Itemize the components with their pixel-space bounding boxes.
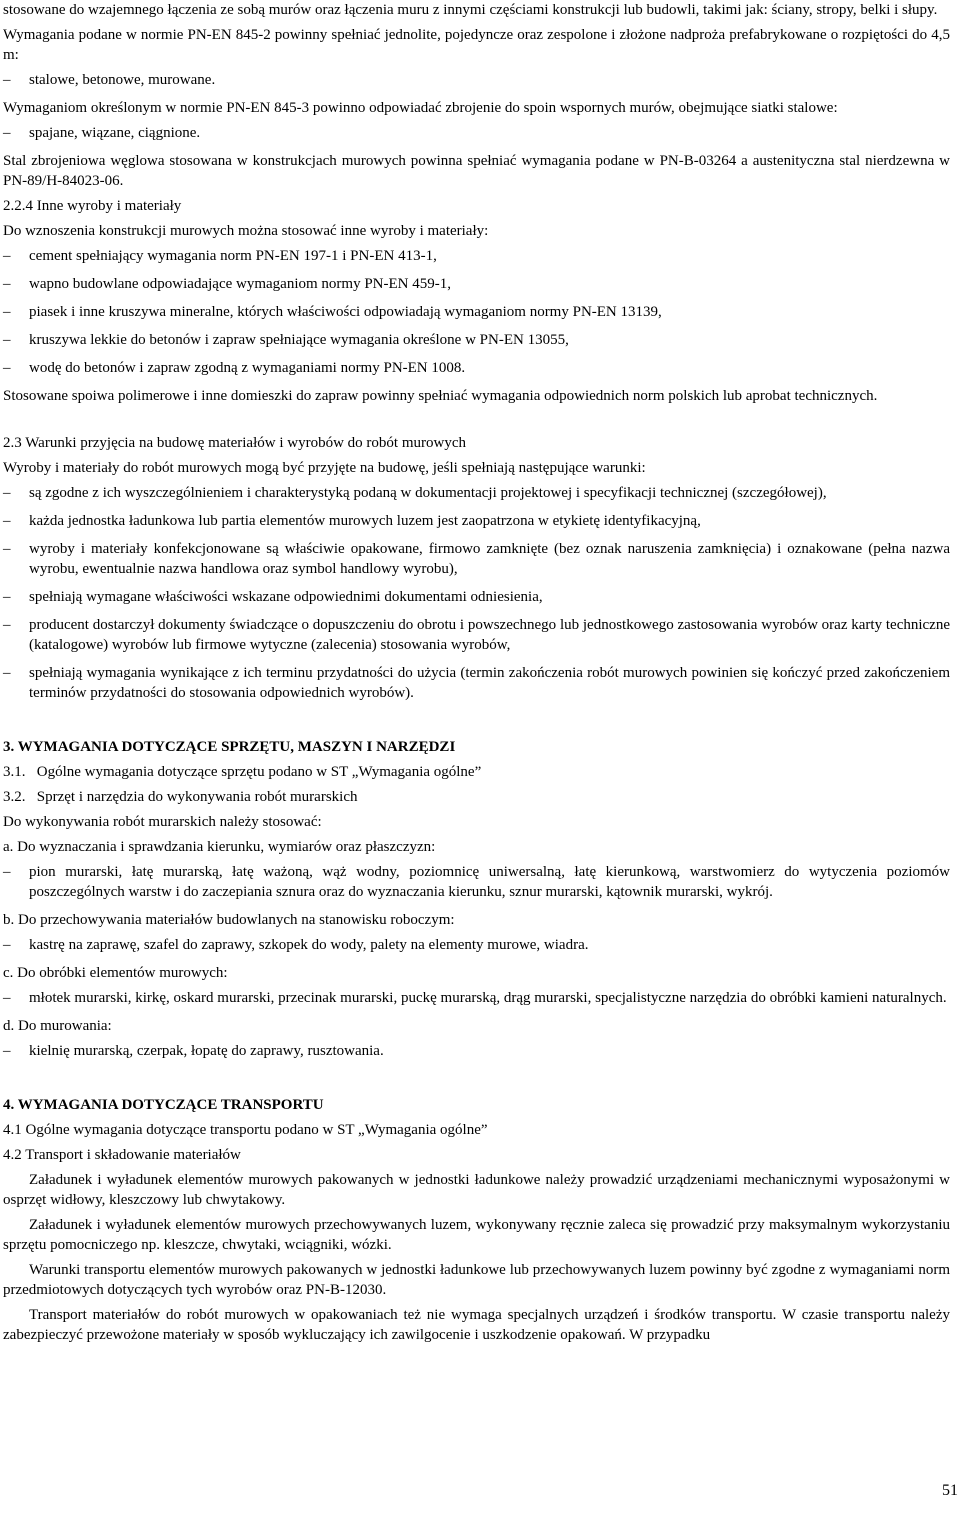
list-item: – kielnię murarską, czerpak, łopatę do zaprawy, rusztowania.	[3, 1043, 384, 1059]
spacer	[3, 411, 950, 433]
subsection-heading: c. Do obróbki elementów murowych:	[3, 965, 228, 981]
paragraph: Załadunek i wyładunek elementów murowych pakowanych w jednostki ładunkowe należy prowadzić urządzeniami mechanicznymi wyposażonymi w osprzęt widłowy, kleszczowy lub chwytakowy.	[3, 1172, 950, 1208]
list-item: – stalowe, betonowe, murowane.	[3, 72, 216, 88]
dash-bullet: –	[3, 1043, 11, 1059]
paragraph: Warunki transportu elementów murowych pakowanych w jednostki ładunkowe lub przechowywanych luzem powinny być zgodne z wymaganiami norm przedmiotowych dotyczących tych wyrobów oraz PN-B-12030.	[3, 1262, 950, 1298]
list-item: – wyroby i materiały konfekcjonowane są właściwie opakowane, firmowo zamknięte (bez oznak naruszenia zamknięcia) i oznakowane (pełna nazwa wyrobu, ewentualnie nazwa handlowa oraz symbol handlowy wyrobu),	[3, 541, 950, 577]
chapter-heading: 3. WYMAGANIA DOTYCZĄCE SPRZĘTU, MASZYN I NARZĘDZI	[3, 739, 456, 755]
list-item: – pion murarski, łatę murarską, łatę ważoną, wąż wodny, poziomnicę uniwersalną, łatę kierunkową, warstwomierz do wytyczenia poziomów poszczególnych warstw i do zaczepiania sznura oraz do wyznaczania kierunku, sznur murarski, kątownik murarski, wykrój.	[3, 864, 950, 900]
list-item: – piasek i inne kruszywa mineralne, których właściwości odpowiadają wymaganiom normy PN-EN 13139,	[3, 304, 662, 320]
materials-list	[3, 246, 950, 378]
dash-bullet: –	[3, 332, 11, 348]
paragraph: Do wznoszenia konstrukcji murowych można stosować inne wyroby i materiały:	[3, 223, 489, 239]
paragraph: Załadunek i wyładunek elementów murowych przechowywanych luzem, wykonywany ręcznie zaleca się prowadzić przy maksymalnym wykorzystaniu sprzętu pomocniczego np. kleszcze, chwytaki, wciągniki, wózki.	[3, 1217, 950, 1253]
paragraph: stosowane do wzajemnego łączenia ze sobą murów oraz łączenia muru z innymi częściami konstrukcji lub budowli, takimi jak: ściany, stropy, belki i słupy.	[3, 2, 938, 18]
chapter-heading: 4. WYMAGANIA DOTYCZĄCE TRANSPORTU	[3, 1097, 324, 1113]
dash-bullet: –	[3, 360, 11, 376]
conditions-list	[3, 483, 950, 703]
paragraph: Stosowane spoiwa polimerowe i inne domieszki do zapraw powinny spełniać wymagania odpowiednich norm polskich lub aprobat technicznych.	[3, 388, 878, 404]
dash-bullet: –	[3, 990, 11, 1006]
dash-bullet: –	[3, 937, 11, 953]
dash-bullet: –	[3, 541, 11, 557]
subsection-heading: d. Do murowania:	[3, 1018, 112, 1034]
section-heading: 4.1 Ogólne wymagania dotyczące transportu podano w ST „Wymagania ogólne”	[3, 1122, 488, 1138]
paragraph: Wymaganiom określonym w normie PN-EN 845-3 powinno odpowiadać zbrojenie do spoin wspornych murów, obejmujące siatki stalowe:	[3, 100, 838, 116]
dash-bullet: –	[3, 665, 11, 681]
spacer	[3, 711, 950, 737]
subsection-heading: a. Do wyznaczania i sprawdzania kierunku, wymiarów oraz płaszczyzn:	[3, 839, 436, 855]
list-item: – wapno budowlane odpowiadające wymaganiom normy PN-EN 459-1,	[3, 276, 451, 292]
dash-bullet: –	[3, 276, 11, 292]
list-item: – młotek murarski, kirkę, oskard murarski, przecinak murarski, puckę murarską, drąg murarski, specjalistyczne narzędzia do obróbki kamieni naturalnych.	[3, 990, 947, 1006]
dash-bullet: –	[3, 589, 11, 605]
paragraph: Wymagania podane w normie PN-EN 845-2 powinny spełniać jednolite, pojedyncze oraz zespolone i złożone nadproża prefabrykowane o rozpiętości do 4,5 m:	[3, 27, 950, 63]
list-item: – każda jednostka ładunkowa lub partia elementów murowych luzem jest zaopatrzona w etykietę identyfikacyjną,	[3, 513, 701, 529]
dash-bullet: –	[3, 125, 11, 141]
list-item: – spełniają wymagane właściwości wskazane odpowiednimi dokumentami odniesienia,	[3, 589, 543, 605]
section-heading: 2.3 Warunki przyjęcia na budowę materiałów i wyrobów do robót murowych	[3, 435, 466, 451]
paragraph: Wyroby i materiały do robót murowych mogą być przyjęte na budowę, jeśli spełniają następujące warunki:	[3, 460, 646, 476]
section-heading: 3.2. Sprzęt i narzędzia do wykonywania robót murarskich	[3, 789, 358, 805]
paragraph: Transport materiałów do robót murowych w opakowaniach też nie wymaga specjalnych urządzeń i środków transportu. W czasie transportu należy zabezpieczyć przewożone materiały w sposób wykluczający ich zawilgocenie i uszkodzenie opakowań. W przypadku	[3, 1307, 950, 1343]
spacer	[3, 1069, 950, 1095]
section-heading: 3.1. Ogólne wymagania dotyczące sprzętu podano w ST „Wymagania ogólne”	[3, 764, 482, 780]
dash-bullet: –	[3, 513, 11, 529]
paragraph: Stal zbrojeniowa węglowa stosowana w konstrukcjach murowych powinna spełniać wymagania podane w PN-B-03264 a austenityczna stal nierdzewna w PN-89/H-84023-06.	[3, 153, 950, 189]
section-heading: 4.2 Transport i składowanie materiałów	[3, 1147, 241, 1163]
list-item: – spełniają wymagania wynikające z ich terminu przydatności do użycia (termin zakończenia robót murowych powinien się kończyć przed zakończeniem terminów przydatności do stosowania odpowiednich wyrobów).	[3, 665, 950, 701]
list-item: – kastrę na zaprawę, szafel do zaprawy, szkopek do wody, palety na elementy murowe, wiadra.	[3, 937, 589, 953]
list-item: – cement spełniający wymagania norm PN-EN 197-1 i PN-EN 413-1,	[3, 248, 437, 264]
dash-bullet: –	[3, 864, 11, 880]
paragraph: Do wykonywania robót murarskich należy stosować:	[3, 814, 322, 830]
list-item: – kruszywa lekkie do betonów i zapraw spełniające wymagania określone w PN-EN 13055,	[3, 332, 569, 348]
section-heading: 2.2.4 Inne wyroby i materiały	[3, 198, 182, 214]
dash-bullet: –	[3, 617, 11, 633]
subsection-heading: b. Do przechowywania materiałów budowlanych na stanowisku roboczym:	[3, 912, 455, 928]
list-item: – producent dostarczył dokumenty świadczące o dopuszczeniu do obrotu i powszechnego lub jednostkowego zastosowania wyrobów oraz karty techniczne (katalogowe) wyrobów lub firmowe wytyczne (zalecenia) stosowania wyrobów,	[3, 617, 950, 653]
list-item: – wodę do betonów i zapraw zgodną z wymaganiami normy PN-EN 1008.	[3, 360, 466, 376]
dash-bullet: –	[3, 485, 11, 501]
dash-bullet: –	[3, 304, 11, 320]
dash-bullet: –	[3, 72, 11, 88]
page-number: 51	[942, 1482, 958, 1499]
document-page	[3, 0, 950, 1350]
list-item: – spajane, wiązane, ciągnione.	[3, 125, 201, 141]
list-item: – są zgodne z ich wyszczególnieniem i charakterystyką podaną w dokumentacji projektowej i specyfikacji technicznej (szczegółowej),	[3, 485, 827, 501]
dash-bullet: –	[3, 248, 11, 264]
